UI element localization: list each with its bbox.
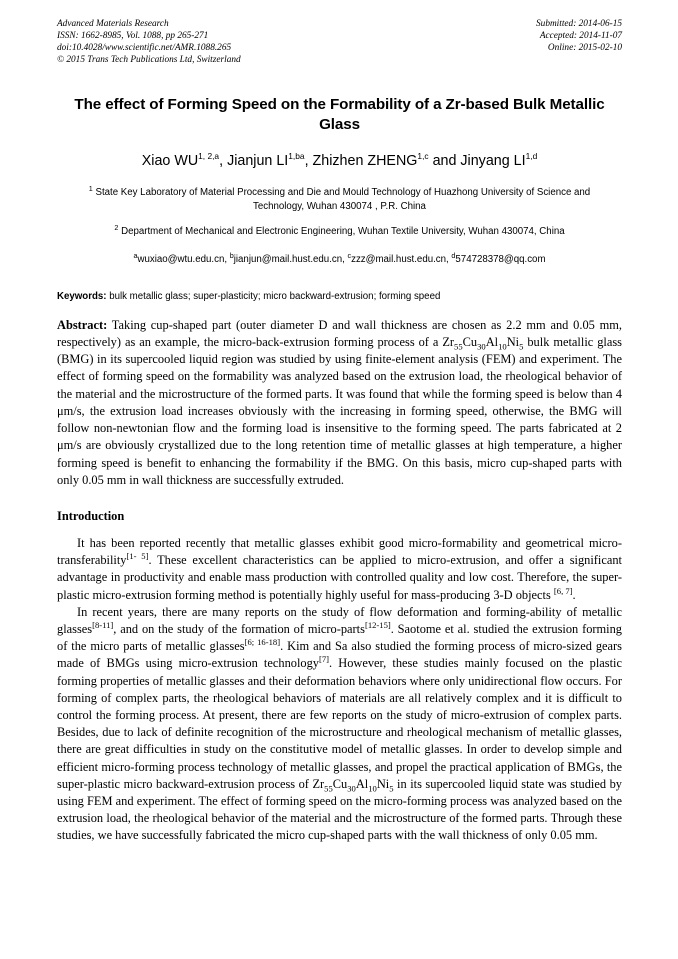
formula2-sub-cu: 30	[347, 783, 356, 794]
intro-p2-text-1: In recent years, there are many reports on the study of flow deformation and forming-ability of metallic glasses	[57, 604, 622, 636]
email-address-c[interactable]: zzz@mail.hust.edu.cn,	[351, 253, 449, 265]
journal-header-right	[536, 18, 622, 54]
author-separator-3: and	[428, 153, 461, 170]
journal-header	[57, 18, 622, 66]
email-address-a[interactable]: wuxiao@wtu.edu.cn,	[137, 253, 228, 265]
author-separator-1: ,	[219, 153, 228, 170]
formula-sub-al: 10	[498, 341, 507, 352]
author-name-3: Zhizhen ZHENG	[312, 153, 418, 170]
journal-header-left	[57, 18, 241, 66]
formula-el-al: Al	[485, 335, 499, 350]
formula2-el-cu: Cu	[332, 776, 348, 791]
email-marker-c: c	[347, 250, 352, 260]
email-address-d[interactable]: 574728378@qq.com	[455, 253, 546, 265]
online-date: Online: 2015-02-10	[547, 43, 622, 54]
email-marker-d: d	[451, 250, 456, 260]
formula2-el-ni: Ni	[376, 776, 390, 791]
author-name-2: Jianjun LI	[227, 153, 289, 170]
author-separator-2: ,	[304, 153, 313, 170]
affiliation-1	[57, 186, 622, 213]
author-emails	[57, 250, 622, 266]
affiliation-text-2: Department of Mechanical and Electronic Engineering, Wuhan Textile University, Wuhan 430074, China	[121, 226, 565, 238]
abstract-text-part2: bulk metallic glass (BMG) in its supercooled liquid region was studied by using finite-element analysis (FEM) and experiment. The effect of forming speed on the formability was analyzed based on the extrusion load, the rheological behavior of the material and the microstructure of the formed parts. It was found that while the forming speed is below than 4 μm/s, the extrusion load increases obviously with the increasing in forming speed, otherwise, the BMG will follow non-newtonian flow and the forming load is insensitive to the forming speed. The parts fabricated at 2 μm/s are obviously crystallized due to the long retention time of metallic glasses at high temperature, a higher forming speed is benefit to enhancing the formability if the BMG. On this basis, micro cup-shaped parts with only 0.05 mm in wall thickness are successfully extruded.	[57, 335, 622, 487]
journal-copyright: © 2015 Trans Tech Publications Ltd, Switzerland	[57, 55, 241, 66]
formula-el-ni: Ni	[506, 335, 520, 350]
affiliation-2	[57, 225, 622, 239]
intro-p1-text-1: It has been reported recently that metallic glasses exhibit good micro-formability and geometrical micro-transferability	[57, 535, 622, 568]
author-list	[57, 152, 622, 170]
intro-paragraph-2	[57, 604, 622, 845]
keywords-text: bulk metallic glass; super-plasticity; micro backward-extrusion; forming speed	[106, 290, 441, 302]
intro-p1-text-3: .	[572, 587, 576, 602]
formula2-sub-al: 10	[368, 783, 377, 794]
citation-6-7[interactable]: [6, 7]	[553, 585, 573, 596]
email-address-b[interactable]: jianjun@mail.hust.edu.cn,	[233, 253, 345, 265]
formula-sub-zr: 55	[454, 341, 463, 352]
keywords-line	[57, 290, 622, 303]
page-title: The effect of Forming Speed on the Formability of a Zr-based Bulk Metallic Glass	[74, 96, 605, 134]
author-name-4: Jinyang LI	[460, 153, 526, 170]
intro-p2-text-3: . Saotome et al. studied the extrusion forming of the micro parts of metallic glasses	[57, 621, 623, 654]
journal-issn-volume: ISSN: 1662-8985, Vol. 1088, pp 265-271	[57, 31, 209, 42]
intro-p2-text-2: , and on the study of the formation of micro-parts	[113, 621, 365, 636]
email-marker-a: a	[133, 250, 138, 260]
submitted-date: Submitted: 2014-06-15	[536, 19, 622, 29]
section-heading-introduction: Introduction	[57, 508, 125, 523]
formula2-el-al: Al	[355, 776, 369, 791]
abstract-text-part1: Taking cup-shaped part (outer diameter D and wall thickness are chosen as 2.2 mm and 0.05 mm, respectively) as an example, the micro-back-extrusion forming process of a Zr	[57, 317, 622, 350]
accepted-date: Accepted: 2014-11-07	[539, 31, 622, 42]
intro-p2-text-5: . However, these studies mainly focused on the plastic forming properties of metallic glasses and their deformation behaviors where only unidirectional flow occurs. For forming of complex parts, the rheological behaviors of materials are all relatively complex and it is difficult to control the forming process. At present, there are few reports on the study of micro-extrusion of complex parts. Besides, due to lack of definite recognition of the microstructure and rheological mechanism of metallic glasses, there are great difficulties in study on the constitutive model of metallic glasses. In order to develop simple and efficient micro-forming process technology of metallic glasses, and propel the practical application of BMGs, the super-plastic micro backward-extrusion process of Zr	[57, 656, 622, 791]
email-marker-b: b	[229, 250, 234, 260]
formula-sub-ni: 5	[519, 341, 524, 352]
affiliation-marker-1: 1	[88, 184, 93, 194]
affiliation-marker-2: 2	[114, 223, 119, 233]
abstract-paragraph	[57, 317, 622, 489]
intro-p1-text-2: . These excellent characteristics can be applied to micro-extrusion, and offer a significant advantage in productivity and enable mass production with controlled quality and low cost. Therefore, the super-plastic micro-extrusion forming method is potentially highly useful for mass-producing 3-D objects	[57, 553, 622, 602]
page-content	[57, 18, 622, 845]
citation-6-16-18[interactable]: [6; 16-18]	[244, 637, 281, 647]
author-affiliation-marker-4: 1,d	[525, 151, 538, 162]
author-affiliation-marker-1: 1, 2,a	[198, 151, 220, 162]
intro-p2-text-6: in its supercooled liquid state was studied by using FEM and experiment. The effect of forming speed on the micro-forming process was analyzed based on the extrusion load, the rheological behavior of the material and the microstructure of the formed parts. Through these studies, we have successfully fabricated the micro cup-shaped parts with the wall thickness of only 0.05 mm.	[57, 776, 622, 843]
formula-sub-cu: 30	[477, 341, 486, 352]
citation-12-15[interactable]: [12-15]	[364, 619, 391, 630]
citation-1-5[interactable]: [1- 5]	[126, 550, 149, 561]
journal-name: Advanced Materials Research	[57, 19, 169, 29]
affiliation-text-1: State Key Laboratory of Material Processing and Die and Mould Technology of Huazhong University of Science and Technology, Wuhan 430074 , P.R. China	[95, 187, 591, 212]
intro-p2-text-4: . Kim and Sa also studied the forming process of micro-sized gears made of BMGs using micro-extrusion technology	[57, 639, 623, 671]
citation-7[interactable]: [7]	[318, 654, 330, 665]
formula-el-cu: Cu	[462, 335, 478, 350]
intro-paragraph-1	[57, 535, 622, 604]
author-name-1: Xiao WU	[141, 153, 199, 170]
formula2-sub-ni: 5	[389, 783, 394, 794]
keywords-label: Keywords:	[57, 290, 107, 302]
abstract-label: Abstract:	[57, 317, 108, 332]
author-affiliation-marker-2: 1,ba	[288, 151, 305, 162]
formula2-sub-zr: 55	[324, 783, 333, 794]
citation-8-11[interactable]: [8-11]	[92, 619, 114, 630]
journal-doi: doi:10.4028/www.scientific.net/AMR.1088.265	[57, 43, 232, 54]
author-affiliation-marker-3: 1,c	[417, 151, 429, 162]
